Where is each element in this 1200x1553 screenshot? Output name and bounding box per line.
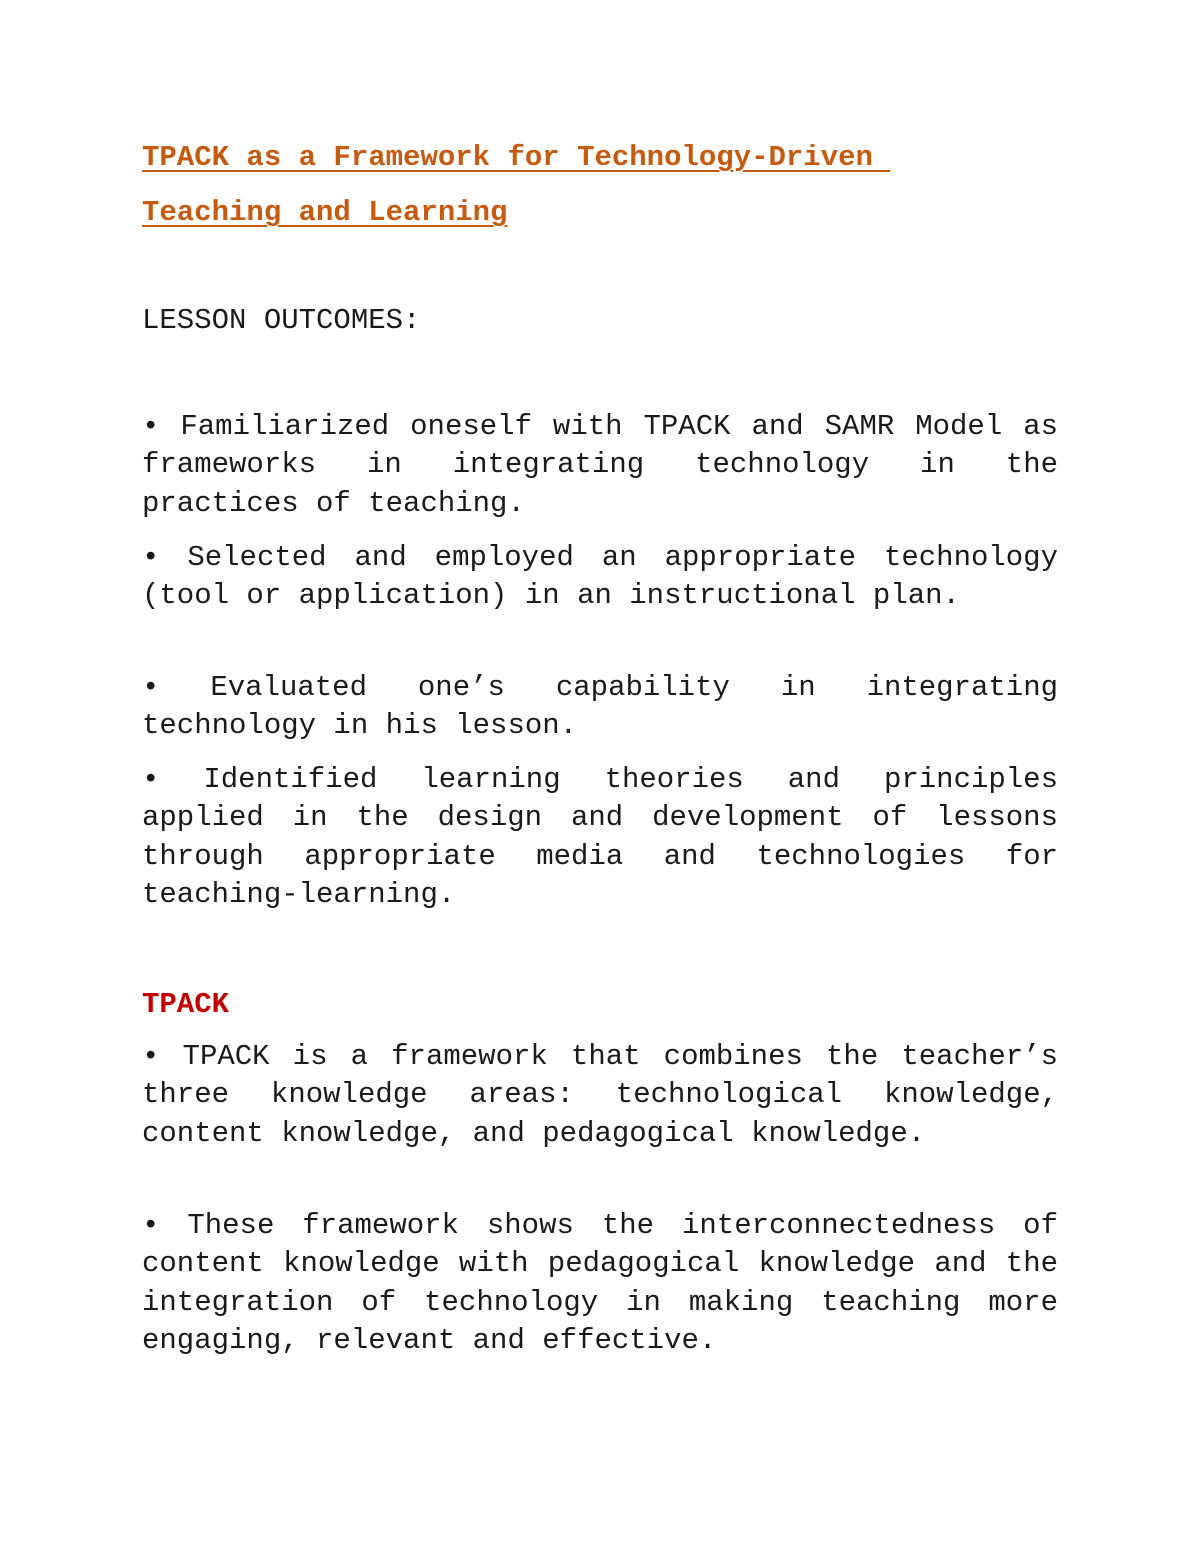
outcome-item: • Identified learning theories and principles applied in the design and development of lessons through appropriate media and technologies for teaching-learning. bbox=[142, 763, 1058, 911]
outcome-item: • Evaluated one’s capability in integrating technology in his lesson. bbox=[142, 671, 1058, 743]
outcome-item: • Familiarized oneself with TPACK and SAMR Model as frameworks in integrating technology in the practices of teaching. bbox=[142, 410, 1058, 520]
tpack-section-heading: TPACK bbox=[142, 988, 230, 1021]
tpack-point: • These framework shows the interconnectedness of content knowledge with pedagogical knowledge and the integration of technology in making teaching more engaging, relevant and effective. bbox=[142, 1209, 1058, 1357]
outcome-item: • Selected and employed an appropriate technology (tool or application) in an instructional plan. bbox=[142, 541, 1058, 613]
lesson-outcomes-label: LESSON OUTCOMES: bbox=[142, 304, 421, 337]
tpack-point: • TPACK is a framework that combines the teacher’s three knowledge areas: technological knowledge, content knowledge, and pedagogical knowledge. bbox=[142, 1040, 1058, 1150]
document-title-line-2: Teaching and Learning bbox=[142, 196, 508, 229]
document-title-line-1: TPACK as a Framework for Technology-Driven bbox=[142, 141, 891, 174]
